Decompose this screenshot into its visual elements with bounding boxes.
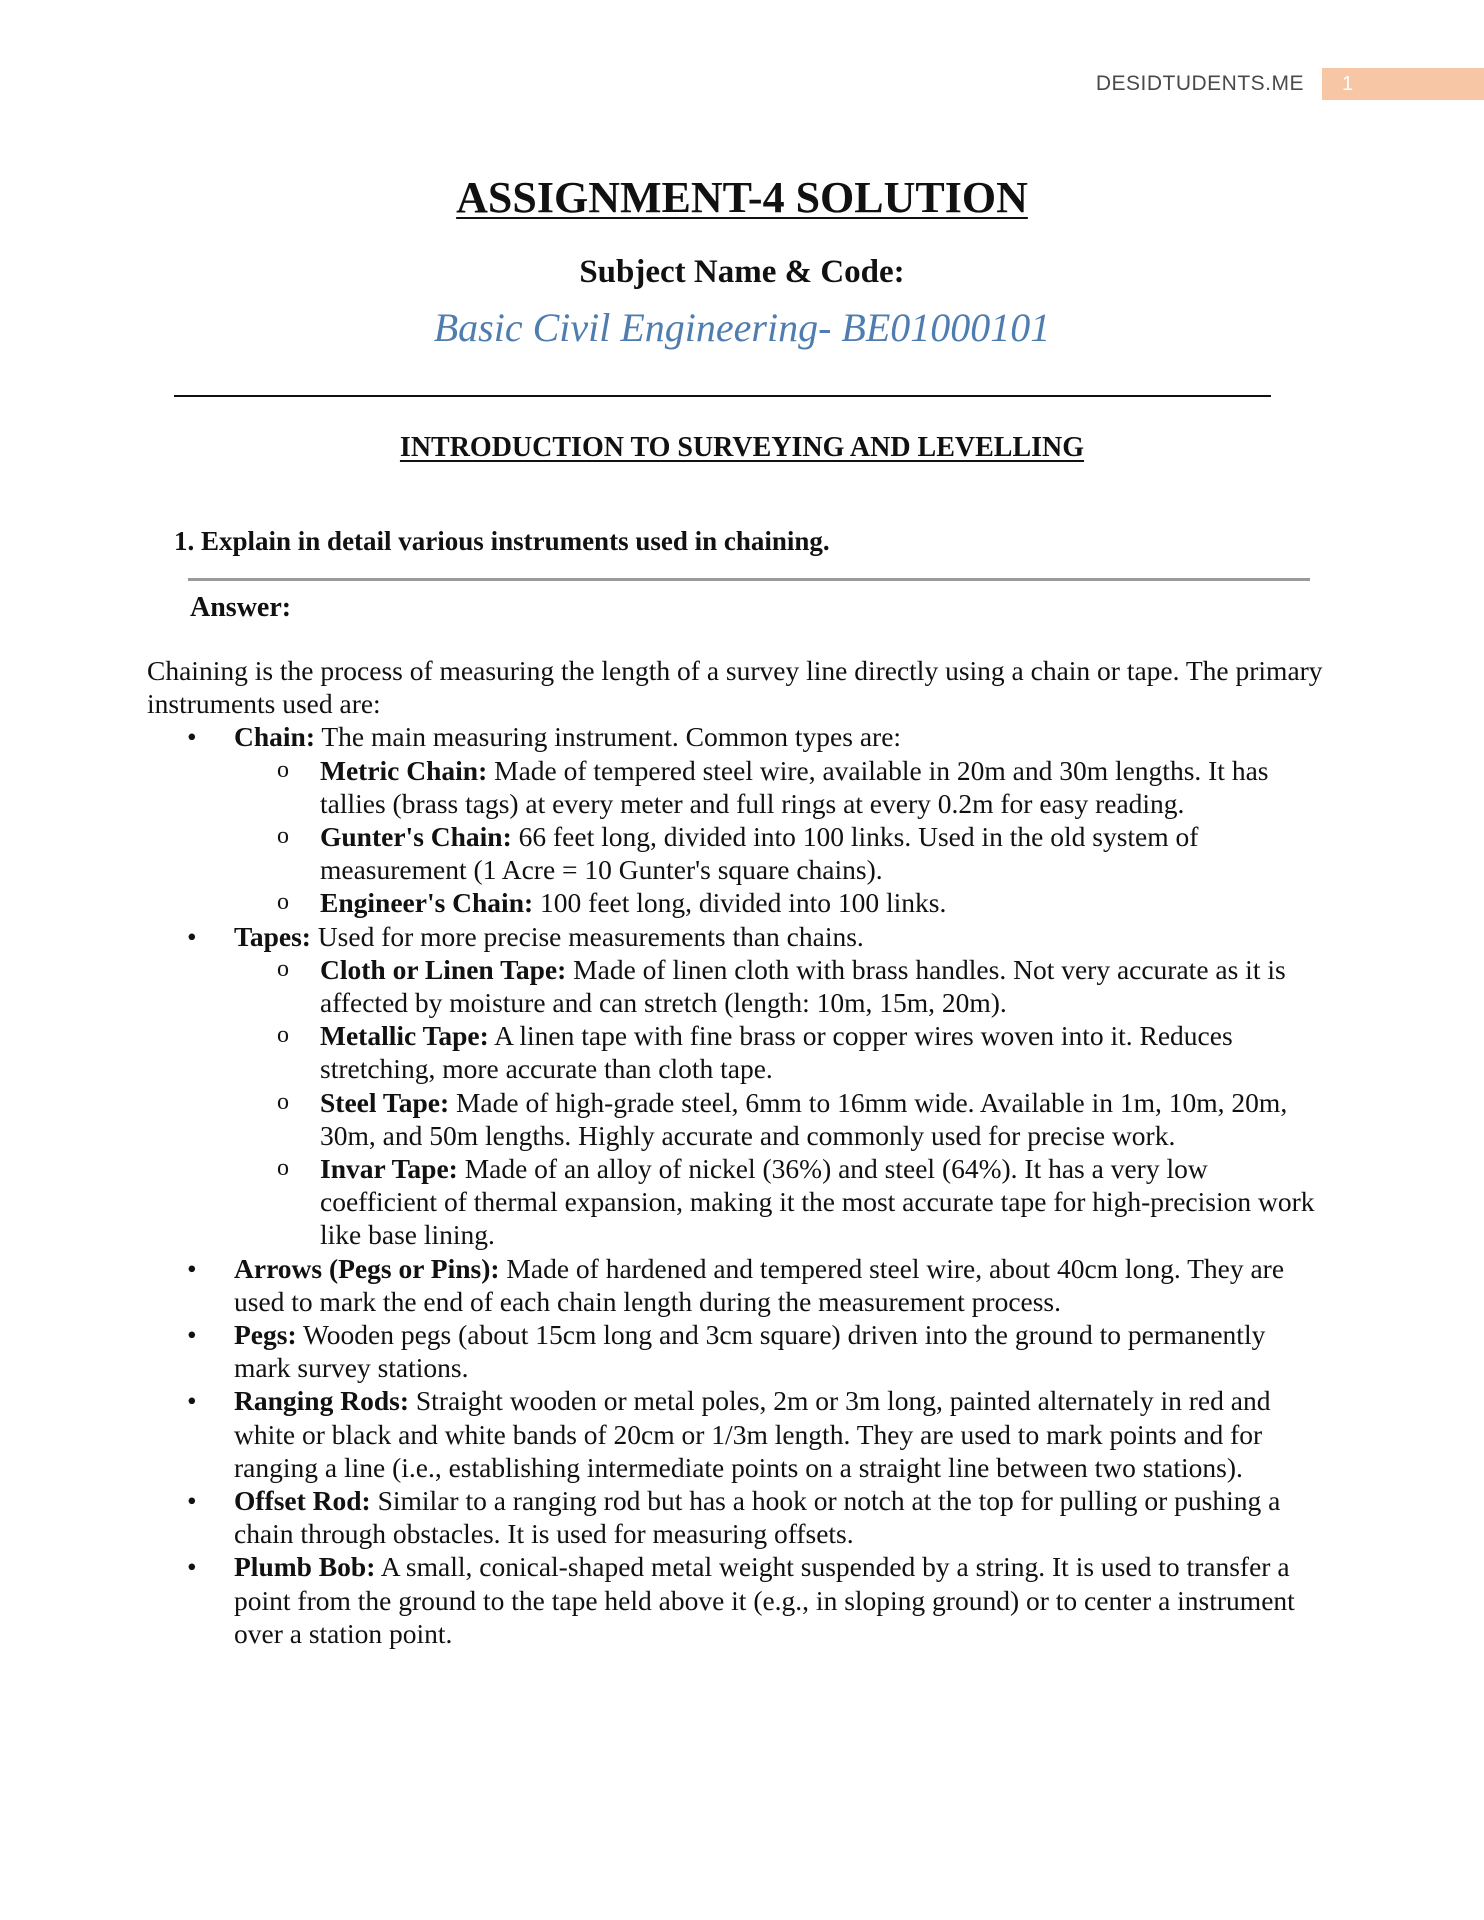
question-number: 1. bbox=[174, 526, 195, 556]
title-divider bbox=[174, 395, 1271, 397]
list-item bbox=[147, 720, 1327, 919]
question-rule bbox=[188, 578, 1310, 581]
bullet-icon: • bbox=[187, 1485, 197, 1517]
intro-paragraph: Chaining is the process of measuring the length of a survey line directly using a chain or tape. The primary instruments used are: bbox=[147, 655, 1323, 720]
circle-bullet-icon: o bbox=[277, 823, 289, 850]
sub-list-item bbox=[234, 754, 1327, 820]
bullet-icon: • bbox=[187, 920, 197, 952]
sub-list-item bbox=[234, 886, 1327, 919]
sub-list bbox=[234, 754, 1327, 920]
item-term: Pegs: bbox=[234, 1319, 297, 1351]
sub-list-item bbox=[234, 820, 1327, 886]
sub-item-term: Cloth or Linen Tape: bbox=[320, 953, 567, 985]
page-number-badge bbox=[1322, 68, 1484, 100]
sub-item-term: Invar Tape: bbox=[320, 1153, 458, 1185]
sub-item-text: Made of an alloy of nickel (36%) and steel (64%). It has a very low coefficient of thermal expansion, making it the most accurate tape for high-precision work like base lining. bbox=[320, 1153, 1315, 1251]
item-term: Arrows (Pegs or Pins): bbox=[234, 1252, 500, 1284]
item-text: Wooden pegs (about 15cm long and 3cm square) driven into the ground to permanently mark survey stations. bbox=[234, 1319, 1266, 1384]
list-item bbox=[147, 1318, 1327, 1384]
item-term: Chain: bbox=[234, 721, 315, 753]
sub-list-item bbox=[234, 1086, 1327, 1152]
sub-item-term: Gunter's Chain: bbox=[320, 821, 512, 853]
subject-name: Basic Civil Engineering- BE01000101 bbox=[433, 305, 1051, 350]
item-text: Used for more precise measurements than chains. bbox=[310, 920, 864, 952]
item-term: Offset Rod: bbox=[234, 1485, 371, 1517]
item-term: Plumb Bob: bbox=[234, 1551, 376, 1583]
circle-bullet-icon: o bbox=[277, 889, 289, 916]
sub-item-text: Made of high-grade steel, 6mm to 16mm wide. Available in 1m, 10m, 20m, 30m, and 50m lengths. Highly accurate and commonly used for precise work. bbox=[320, 1086, 1288, 1151]
document-title: ASSIGNMENT-4 SOLUTION bbox=[456, 173, 1028, 222]
list-item bbox=[147, 1550, 1327, 1650]
bullet-icon: • bbox=[187, 721, 197, 753]
item-text: The main measuring instrument. Common types are: bbox=[315, 721, 902, 753]
item-term: Ranging Rods: bbox=[234, 1385, 409, 1417]
list-item bbox=[147, 920, 1327, 1252]
circle-bullet-icon: o bbox=[277, 1022, 289, 1049]
sub-list-item bbox=[234, 1152, 1327, 1252]
bullet-icon: • bbox=[187, 1252, 197, 1284]
item-term: Tapes: bbox=[234, 920, 311, 952]
sub-item-text: Made of tempered steel wire, available in 20m and 30m lengths. It has tallies (brass tags) at every meter and full rings at every 0.2m for easy reading. bbox=[320, 754, 1269, 819]
sub-item-term: Engineer's Chain: bbox=[320, 887, 534, 919]
subject-label: Subject Name & Code: bbox=[579, 254, 905, 290]
answer-body bbox=[147, 654, 1327, 1650]
sub-item-text: 100 feet long, divided into 100 links. bbox=[533, 887, 947, 919]
sub-item-text: A linen tape with fine brass or copper wires woven into it. Reduces stretching, more accurate than cloth tape. bbox=[320, 1020, 1233, 1085]
page-header bbox=[1096, 68, 1484, 100]
bullet-icon: • bbox=[187, 1385, 197, 1417]
circle-bullet-icon: o bbox=[277, 1155, 289, 1182]
list-item bbox=[147, 1252, 1327, 1318]
list-item bbox=[147, 1484, 1327, 1550]
page-number: 1 bbox=[1342, 72, 1354, 95]
item-text: Straight wooden or metal poles, 2m or 3m long, painted alternately in red and white or black and white bands of 20cm or 1/3m length. They are used to mark points and for ranging a line (i.e., establishing intermediate points on a straight line between two stations). bbox=[234, 1385, 1271, 1483]
sub-item-term: Steel Tape: bbox=[320, 1086, 450, 1118]
sub-list bbox=[234, 953, 1327, 1252]
sub-list-item bbox=[234, 1019, 1327, 1085]
question bbox=[174, 526, 830, 557]
site-name: DESIDTUDENTS.ME bbox=[1095, 72, 1304, 95]
bullet-icon: • bbox=[187, 1551, 197, 1583]
sub-item-text: Made of linen cloth with brass handles. Not very accurate as it is affected by moisture and can stretch (length: 10m, 15m, 20m). bbox=[320, 953, 1286, 1019]
answer-label: Answer: bbox=[190, 592, 292, 623]
item-text: Made of hardened and tempered steel wire, about 40cm long. They are used to mark the end of each chain length during the measurement process. bbox=[234, 1252, 1285, 1317]
bullet-icon: • bbox=[187, 1319, 197, 1351]
sub-item-term: Metric Chain: bbox=[320, 754, 488, 786]
instrument-list bbox=[147, 720, 1327, 1650]
item-text: Similar to a ranging rod but has a hook or notch at the top for pulling or pushing a chain through obstacles. It is used for measuring offsets. bbox=[234, 1485, 1281, 1550]
question-text: Explain in detail various instruments used in chaining. bbox=[201, 526, 830, 556]
sub-item-text: 66 feet long, divided into 100 links. Used in the old system of measurement (1 Acre = 10 Gunter's square chains). bbox=[320, 821, 1199, 886]
circle-bullet-icon: o bbox=[277, 1088, 289, 1115]
sub-list-item bbox=[234, 953, 1327, 1019]
circle-bullet-icon: o bbox=[277, 955, 289, 982]
circle-bullet-icon: o bbox=[277, 756, 289, 783]
sub-item-term: Metallic Tape: bbox=[320, 1020, 489, 1052]
section-heading: INTRODUCTION TO SURVEYING AND LEVELLING bbox=[399, 432, 1085, 463]
list-item bbox=[147, 1384, 1327, 1484]
item-text: A small, conical-shaped metal weight suspended by a string. It is used to transfer a point from the ground to the tape held above it (e.g., in sloping ground) or to center a instrument over a station point. bbox=[234, 1551, 1295, 1649]
